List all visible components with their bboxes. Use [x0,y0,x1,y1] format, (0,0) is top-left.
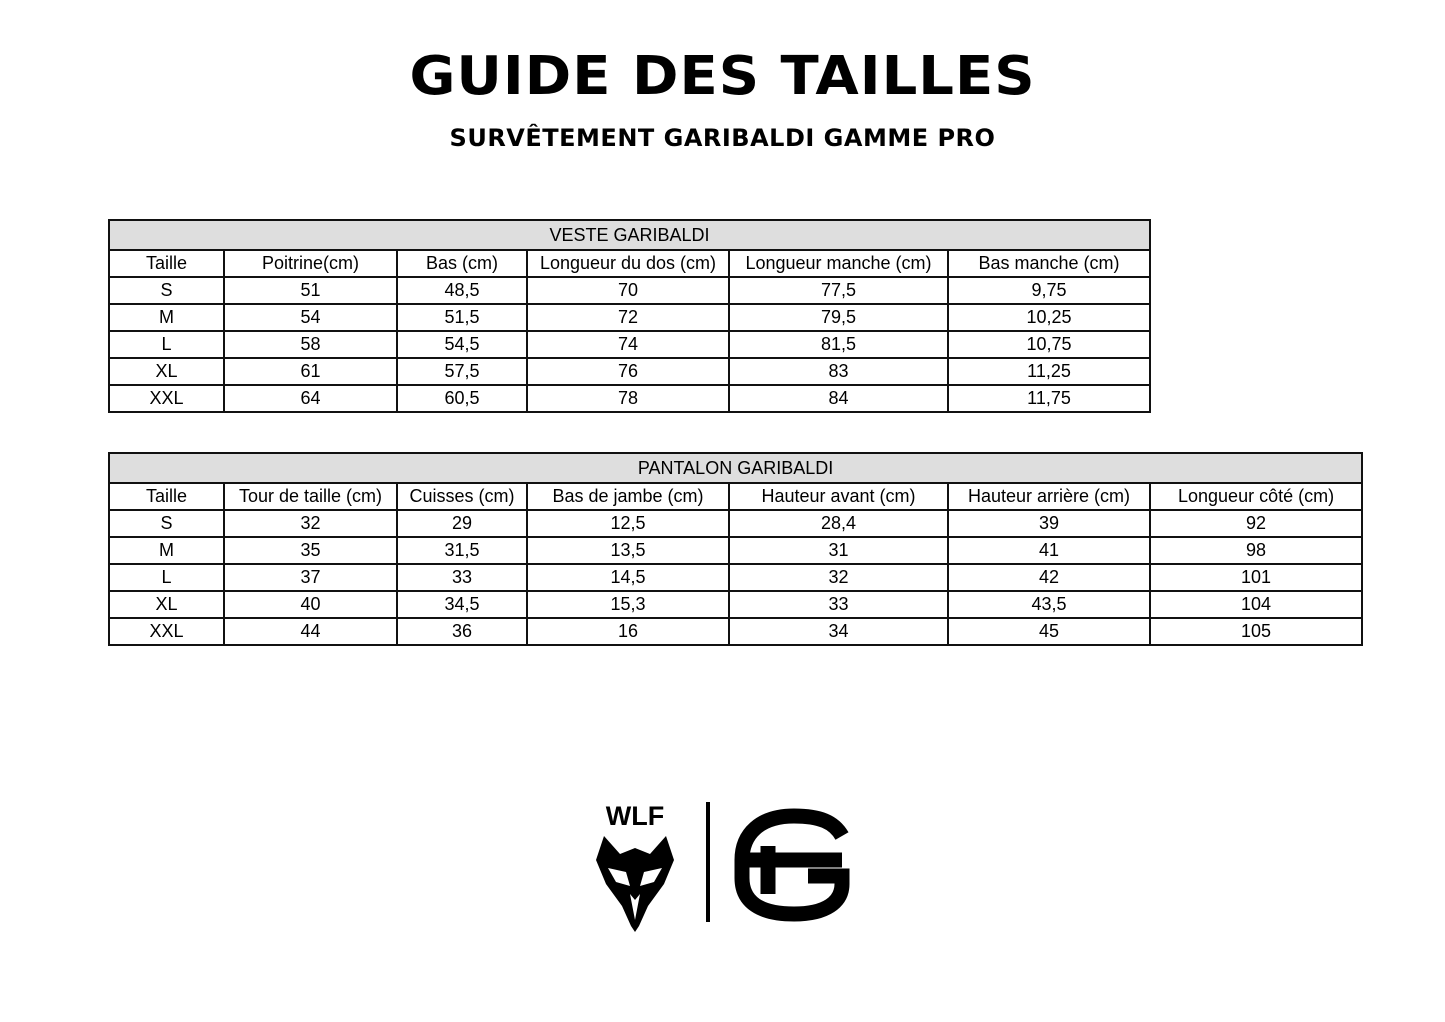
wlf-logo-text: WLF [605,801,665,831]
table-cell: 34 [729,618,948,645]
table-cell: 42 [948,564,1150,591]
table-cell: 101 [1150,564,1362,591]
table-cell: 105 [1150,618,1362,645]
table-cell: XL [109,591,224,618]
column-header: Taille [109,483,224,510]
table-cell: 74 [527,331,729,358]
table-cell: 81,5 [729,331,948,358]
table-cell: 98 [1150,537,1362,564]
table-title-row [109,220,1150,250]
table-cell: 39 [948,510,1150,537]
table-cell: S [109,510,224,537]
veste-table-title: VESTE GARIBALDI [109,220,1150,250]
table-row [109,537,1362,564]
table-cell: M [109,537,224,564]
table-cell: 32 [224,510,397,537]
table-cell: 33 [397,564,527,591]
table-cell: 15,3 [527,591,729,618]
table-cell: M [109,304,224,331]
table-cell: L [109,564,224,591]
table-cell: 72 [527,304,729,331]
table-cell: 41 [948,537,1150,564]
page-title: GUIDE DES TAILLES [409,45,1036,108]
table-cell: 43,5 [948,591,1150,618]
veste-size-table [108,219,1151,413]
brand-logos [596,798,856,933]
table-row [109,331,1150,358]
table-row [109,304,1150,331]
table-header-row [109,483,1362,510]
table-cell: 83 [729,358,948,385]
column-header: Taille [109,250,224,277]
column-header: Longueur du dos (cm) [527,250,729,277]
table-cell: 45 [948,618,1150,645]
table-cell: 58 [224,331,397,358]
table-cell: 10,75 [948,331,1150,358]
table-cell: 44 [224,618,397,645]
column-header: Hauteur arrière (cm) [948,483,1150,510]
column-header: Hauteur avant (cm) [729,483,948,510]
table-row [109,510,1362,537]
brand-logos-svg [596,798,856,933]
logo-divider [706,802,710,922]
table-cell: 54,5 [397,331,527,358]
table-cell: XXL [109,618,224,645]
table-cell: 64 [224,385,397,412]
table-cell: 84 [729,385,948,412]
table-cell: 76 [527,358,729,385]
table-cell: 60,5 [397,385,527,412]
table-cell: 40 [224,591,397,618]
table-cell: 104 [1150,591,1362,618]
column-header: Tour de taille (cm) [224,483,397,510]
page-subtitle: SURVÊTEMENT GARIBALDI GAMME PRO [449,124,996,152]
table-row [109,385,1150,412]
table-row [109,591,1362,618]
table-cell: 70 [527,277,729,304]
table-cell: 33 [729,591,948,618]
table-cell: 10,25 [948,304,1150,331]
table-cell: XXL [109,385,224,412]
pantalon-size-table [108,452,1363,646]
sg-monogram-icon [742,816,842,914]
table-cell: 61 [224,358,397,385]
table-cell: 11,75 [948,385,1150,412]
table-cell: 48,5 [397,277,527,304]
table-cell: 32 [729,564,948,591]
table-cell: 29 [397,510,527,537]
table-row [109,277,1150,304]
table-cell: 28,4 [729,510,948,537]
table-cell: 12,5 [527,510,729,537]
table-cell: 14,5 [527,564,729,591]
table-row [109,618,1362,645]
table-cell: 16 [527,618,729,645]
table-header-row [109,250,1150,277]
table-cell: 77,5 [729,277,948,304]
column-header: Poitrine(cm) [224,250,397,277]
table-cell: 92 [1150,510,1362,537]
table-cell: 31,5 [397,537,527,564]
column-header: Longueur manche (cm) [729,250,948,277]
column-header: Bas (cm) [397,250,527,277]
table-cell: 11,25 [948,358,1150,385]
table-row [109,564,1362,591]
pantalon-table-title: PANTALON GARIBALDI [109,453,1362,483]
table-cell: L [109,331,224,358]
table-cell: 36 [397,618,527,645]
wolf-head-icon [596,836,674,932]
table-cell: 34,5 [397,591,527,618]
column-header: Longueur côté (cm) [1150,483,1362,510]
table-cell: 57,5 [397,358,527,385]
column-header: Cuisses (cm) [397,483,527,510]
column-header: Bas manche (cm) [948,250,1150,277]
column-header: Bas de jambe (cm) [527,483,729,510]
table-cell: 51 [224,277,397,304]
table-cell: S [109,277,224,304]
table-cell: XL [109,358,224,385]
table-cell: 13,5 [527,537,729,564]
table-cell: 54 [224,304,397,331]
table-cell: 31 [729,537,948,564]
table-cell: 9,75 [948,277,1150,304]
table-cell: 37 [224,564,397,591]
table-cell: 79,5 [729,304,948,331]
table-cell: 51,5 [397,304,527,331]
table-cell: 35 [224,537,397,564]
table-title-row [109,453,1362,483]
table-cell: 78 [527,385,729,412]
table-row [109,358,1150,385]
